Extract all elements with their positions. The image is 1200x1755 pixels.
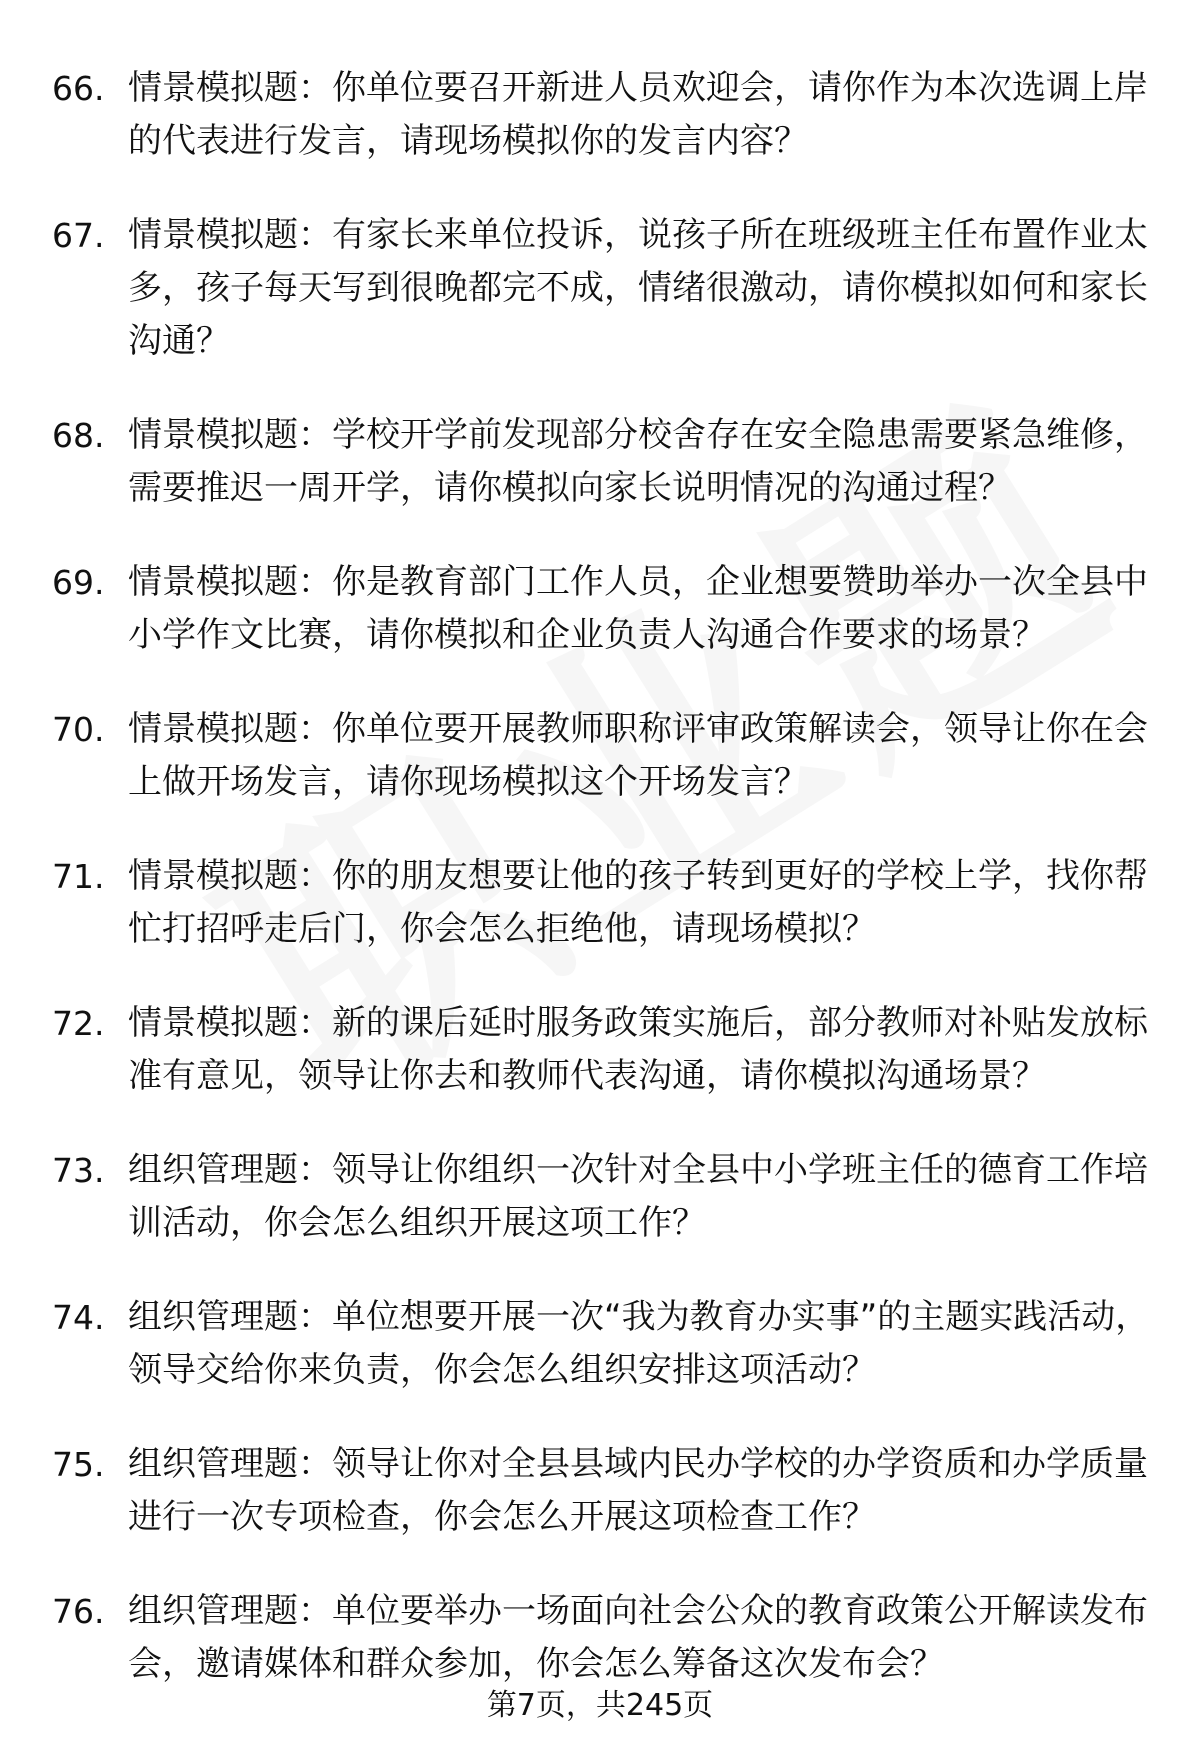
list-item [52,997,1152,1103]
item-text: 组织管理题：单位要举办一场面向社会公众的教育政策公开解读发布会，邀请媒体和群众参加，你会怎么筹备这次发布会？ [128,1591,1148,1684]
list-item [52,62,1152,168]
item-text: 情景模拟题：你单位要开展教师职称评审政策解读会，领导让你在会上做开场发言，请你现场模拟这个开场发言？ [128,709,1148,802]
item-number: 66. [52,69,105,108]
list-item [52,556,1152,662]
item-text: 情景模拟题：你的朋友想要让他的孩子转到更好的学校上学，找你帮忙打招呼走后门，你会怎么拒绝他，请现场模拟？ [128,856,1148,949]
item-text: 组织管理题：单位想要开展一次“我为教育办实事”的主题实践活动，领导交给你来负责，你会怎么组织安排这项活动？ [128,1297,1150,1390]
item-text: 组织管理题：领导让你组织一次针对全县中小学班主任的德育工作培训活动，你会怎么组织开展这项工作？ [128,1150,1148,1243]
item-text: 组织管理题：领导让你对全县县域内民办学校的办学资质和办学质量进行一次专项检查，你会怎么开展这项检查工作？ [128,1444,1148,1537]
list-item [52,1291,1152,1397]
item-text: 情景模拟题：有家长来单位投诉，说孩子所在班级班主任布置作业太多，孩子每天写到很晚都完不成，情绪很激动，请你模拟如何和家长沟通？ [128,215,1148,361]
item-number: 67. [52,216,105,255]
list-item [52,1438,1152,1544]
list-item [52,1144,1152,1250]
item-number: 75. [52,1445,105,1484]
item-text: 情景模拟题：你是教育部门工作人员，企业想要赞助举办一次全县中小学作文比赛，请你模拟和企业负责人沟通合作要求的场景？ [128,562,1148,655]
list-item [52,850,1152,956]
item-number: 76. [52,1592,105,1631]
list-item [52,209,1152,368]
item-number: 70. [52,710,105,749]
item-number: 69. [52,563,105,602]
item-number: 73. [52,1151,105,1190]
item-number: 71. [52,857,105,896]
item-number: 74. [52,1298,105,1337]
item-text: 情景模拟题：学校开学前发现部分校舍存在安全隐患需要紧急维修，需要推迟一周开学，请你模拟向家长说明情况的沟通过程？ [128,415,1148,508]
list-item [52,1585,1152,1691]
list-item [52,703,1152,809]
list-item [52,409,1152,515]
item-number: 72. [52,1004,105,1043]
item-text: 情景模拟题：你单位要召开新进人员欢迎会，请你作为本次选调上岸的代表进行发言，请现场模拟你的发言内容？ [128,68,1148,161]
question-list [52,62,1152,1732]
item-number: 68. [52,416,105,455]
page-footer: 第7页，共245页 [486,1688,714,1723]
item-text: 情景模拟题：新的课后延时服务政策实施后，部分教师对补贴发放标准有意见，领导让你去和教师代表沟通，请你模拟沟通场景？ [128,1003,1148,1096]
